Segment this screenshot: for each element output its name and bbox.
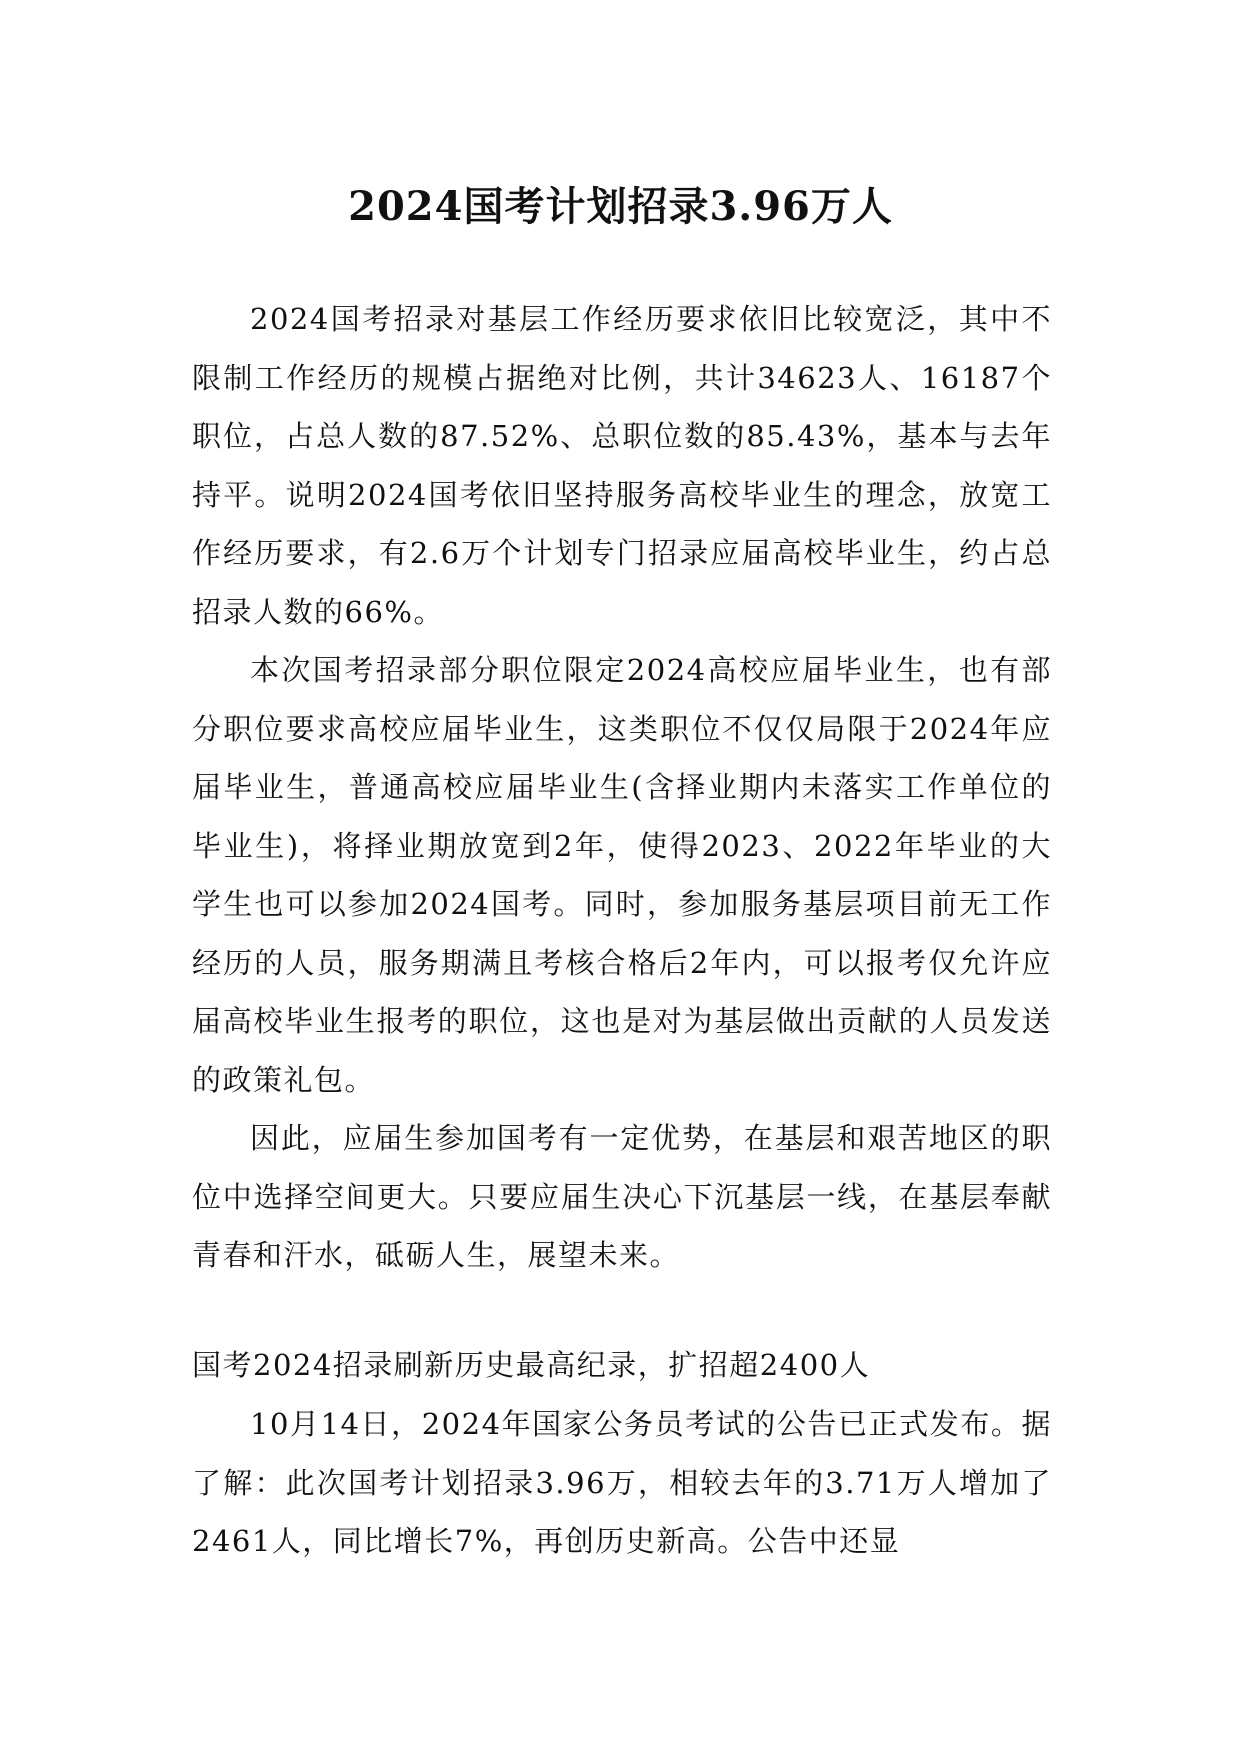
paragraph-announcement: 10月14日，2024年国家公务员考试的公告已正式发布。据了解：此次国考计划招录3.96万，相较去年的3.71万人增加了2461人，同比增长7%，再创历史新高。公告中还显 — [192, 1407, 1052, 1558]
document-title: 2024国考计划招录3.96万人 — [348, 182, 893, 230]
section-subheading: 国考2024招录刷新历史最高纪录，扩招超2400人 — [192, 1348, 871, 1382]
paragraph-graduate-positions: 本次国考招录部分职位限定2024高校应届毕业生，也有部分职位要求高校应届毕业生，这类职位不仅仅局限于2024年应届毕业生，普通高校应届毕业生(含择业期内未落实工作单位的毕业生)，将择业期放宽到2年，使得2023、2022年毕业的大学生也可以参加2024国考。同时，参加服务基层项目前无工作经历的人员，服务期满且考核合格后2年内，可以报考仅允许应届高校毕业生报考的职位，这也是对为基层做出贡献的人员发送的政策礼包。 — [192, 653, 1052, 1097]
paragraph-conclusion: 因此，应届生参加国考有一定优势，在基层和艰苦地区的职位中选择空间更大。只要应届生决心下沉基层一线，在基层奉献青春和汗水，砥砺人生，展望未来。 — [192, 1121, 1052, 1272]
paragraph-work-experience: 2024国考招录对基层工作经历要求依旧比较宽泛，其中不限制工作经历的规模占据绝对比例，共计34623人、16187个职位，占总人数的87.52%、总职位数的85.43%，基本与去年持平。说明2024国考依旧坚持服务高校毕业生的理念，放宽工作经历要求，有2.6万个计划专门招录应届高校毕业生，约占总招录人数的66%。 — [192, 302, 1052, 629]
